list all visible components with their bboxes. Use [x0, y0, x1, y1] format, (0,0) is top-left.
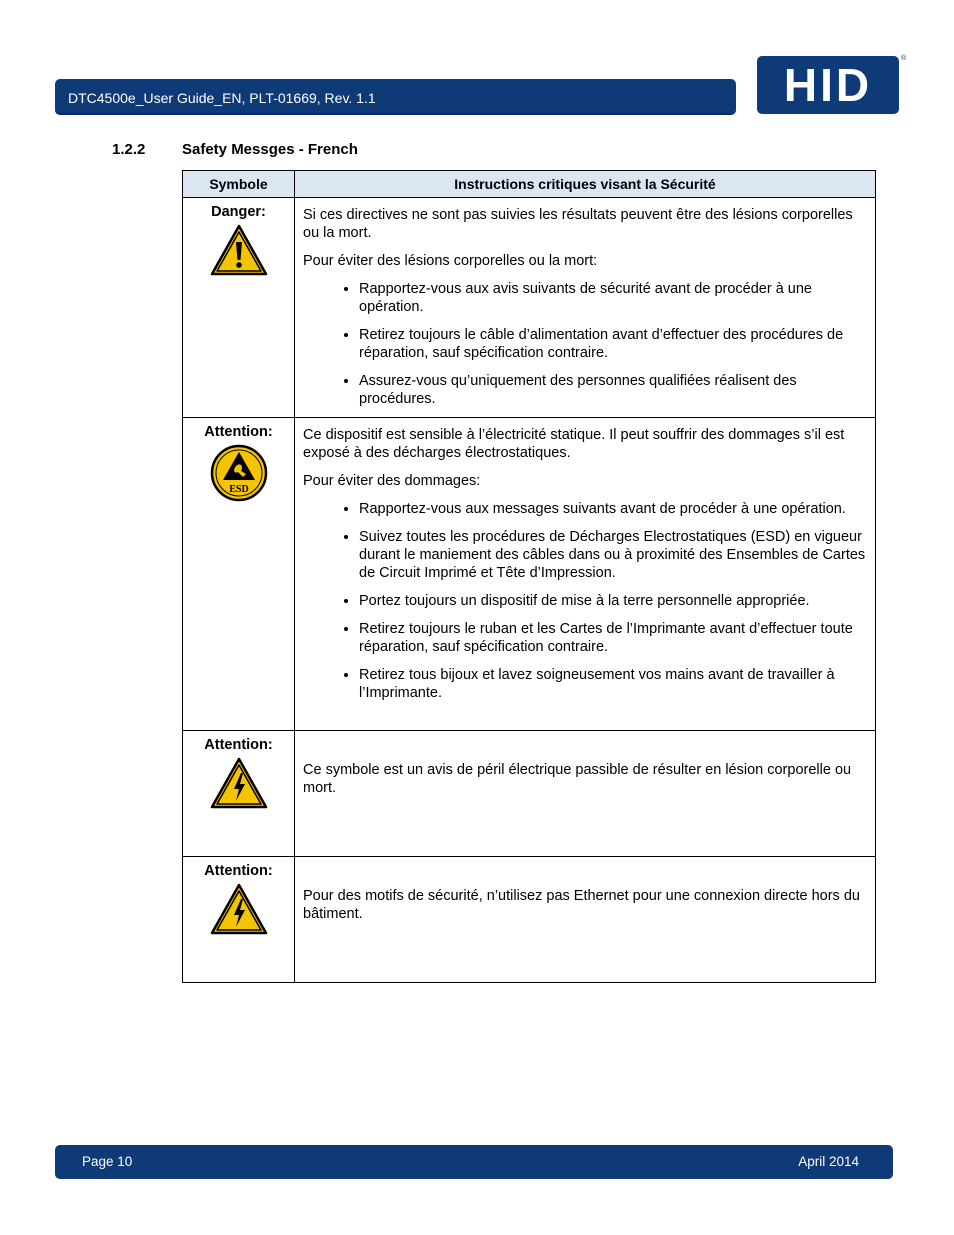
paragraph: Ce symbole est un avis de péril électrique passible de résulter en lésion corporelle ou mort.: [303, 762, 852, 796]
list-item: • Rapportez-vous aux messages suivants avant de procéder à une opération.: [359, 500, 867, 518]
list-item: • Retirez toujours le câble d’alimentation avant d’effectuer des procédures de réparation, sauf spécification contraire.: [359, 326, 867, 362]
list-item: • Rapportez-vous aux avis suivants de sécurité avant de procéder à une opération.: [359, 280, 867, 316]
section-title: Safety Messges - French: [182, 141, 358, 158]
table-header-row: [183, 171, 876, 198]
section-number: 1.2.2: [112, 141, 146, 158]
paragraph: Ce dispositif est sensible à l’électricité statique. Il peut souffrir des dommages s’il est exposé à des décharges électrostatiques.: [303, 427, 845, 461]
column-header-instructions: Instructions critiques visant la Sécurité: [295, 171, 876, 198]
instruction-cell: [295, 731, 876, 857]
document-date: April 2014: [798, 1154, 859, 1169]
symbol-label: Attention:: [204, 737, 273, 753]
symbol-cell: [183, 418, 295, 731]
table-row: [183, 418, 876, 731]
symbol-cell: [183, 857, 295, 983]
symbol-cell: [183, 198, 295, 418]
symbol-label: Danger:: [211, 204, 266, 220]
instruction-cell: [295, 857, 876, 983]
list-item: • Assurez-vous qu’uniquement des personnes qualifiées réalisent des procédures.: [359, 372, 867, 408]
header-bar: [55, 79, 736, 115]
bullet-list: [303, 500, 867, 702]
document-title: DTC4500e_User Guide_EN, PLT-01669, Rev. 1.1: [68, 90, 376, 106]
table-row: [183, 198, 876, 418]
paragraph: Si ces directives ne sont pas suivies les résultats peuvent être des lésions corporelles ou la mort.: [303, 207, 853, 241]
table-row: [183, 731, 876, 857]
list-item: • Retirez toujours le ruban et les Cartes de l’Imprimante avant d’effectuer toute réparation, sauf spécification contraire.: [359, 620, 867, 656]
footer-bar: [55, 1145, 893, 1179]
list-item: • Portez toujours un dispositif de mise à la terre personnelle appropriée.: [359, 592, 867, 610]
paragraph: Pour des motifs de sécurité, n’utilisez pas Ethernet pour une connexion directe hors du bâtiment.: [303, 888, 860, 922]
symbol-cell: [183, 731, 295, 857]
logo-text: HID: [783, 59, 873, 111]
esd-icon: [210, 444, 268, 502]
warning-exclamation-icon: [210, 224, 268, 276]
instruction-cell: [295, 198, 876, 418]
list-item: • Retirez tous bijoux et lavez soigneusement vos mains avant de travailler à l’Imprimante.: [359, 666, 867, 702]
registered-mark: ®: [901, 55, 907, 62]
electrical-hazard-icon: [210, 883, 268, 935]
paragraph: Pour éviter des dommages:: [303, 473, 481, 489]
esd-icon-text: ESD: [228, 484, 249, 495]
safety-table: [182, 170, 876, 983]
column-header-symbol: Symbole: [183, 171, 295, 198]
instruction-cell: [295, 418, 876, 731]
electrical-hazard-icon: [210, 757, 268, 809]
paragraph: Pour éviter des lésions corporelles ou la mort:: [303, 253, 598, 269]
symbol-label: Attention:: [204, 863, 273, 879]
hid-logo: [757, 56, 899, 114]
list-item: • Suivez toutes les procédures de Décharges Electrostatiques (ESD) en vigueur durant le maniement des câbles dans ou à proximité des Ensembles de Cartes de Circuit Imprimé et Tête d’Impression.: [359, 528, 867, 582]
symbol-label: Attention:: [204, 424, 273, 440]
page-number: Page 10: [82, 1154, 133, 1169]
bullet-list: [303, 280, 867, 408]
table-row: [183, 857, 876, 983]
